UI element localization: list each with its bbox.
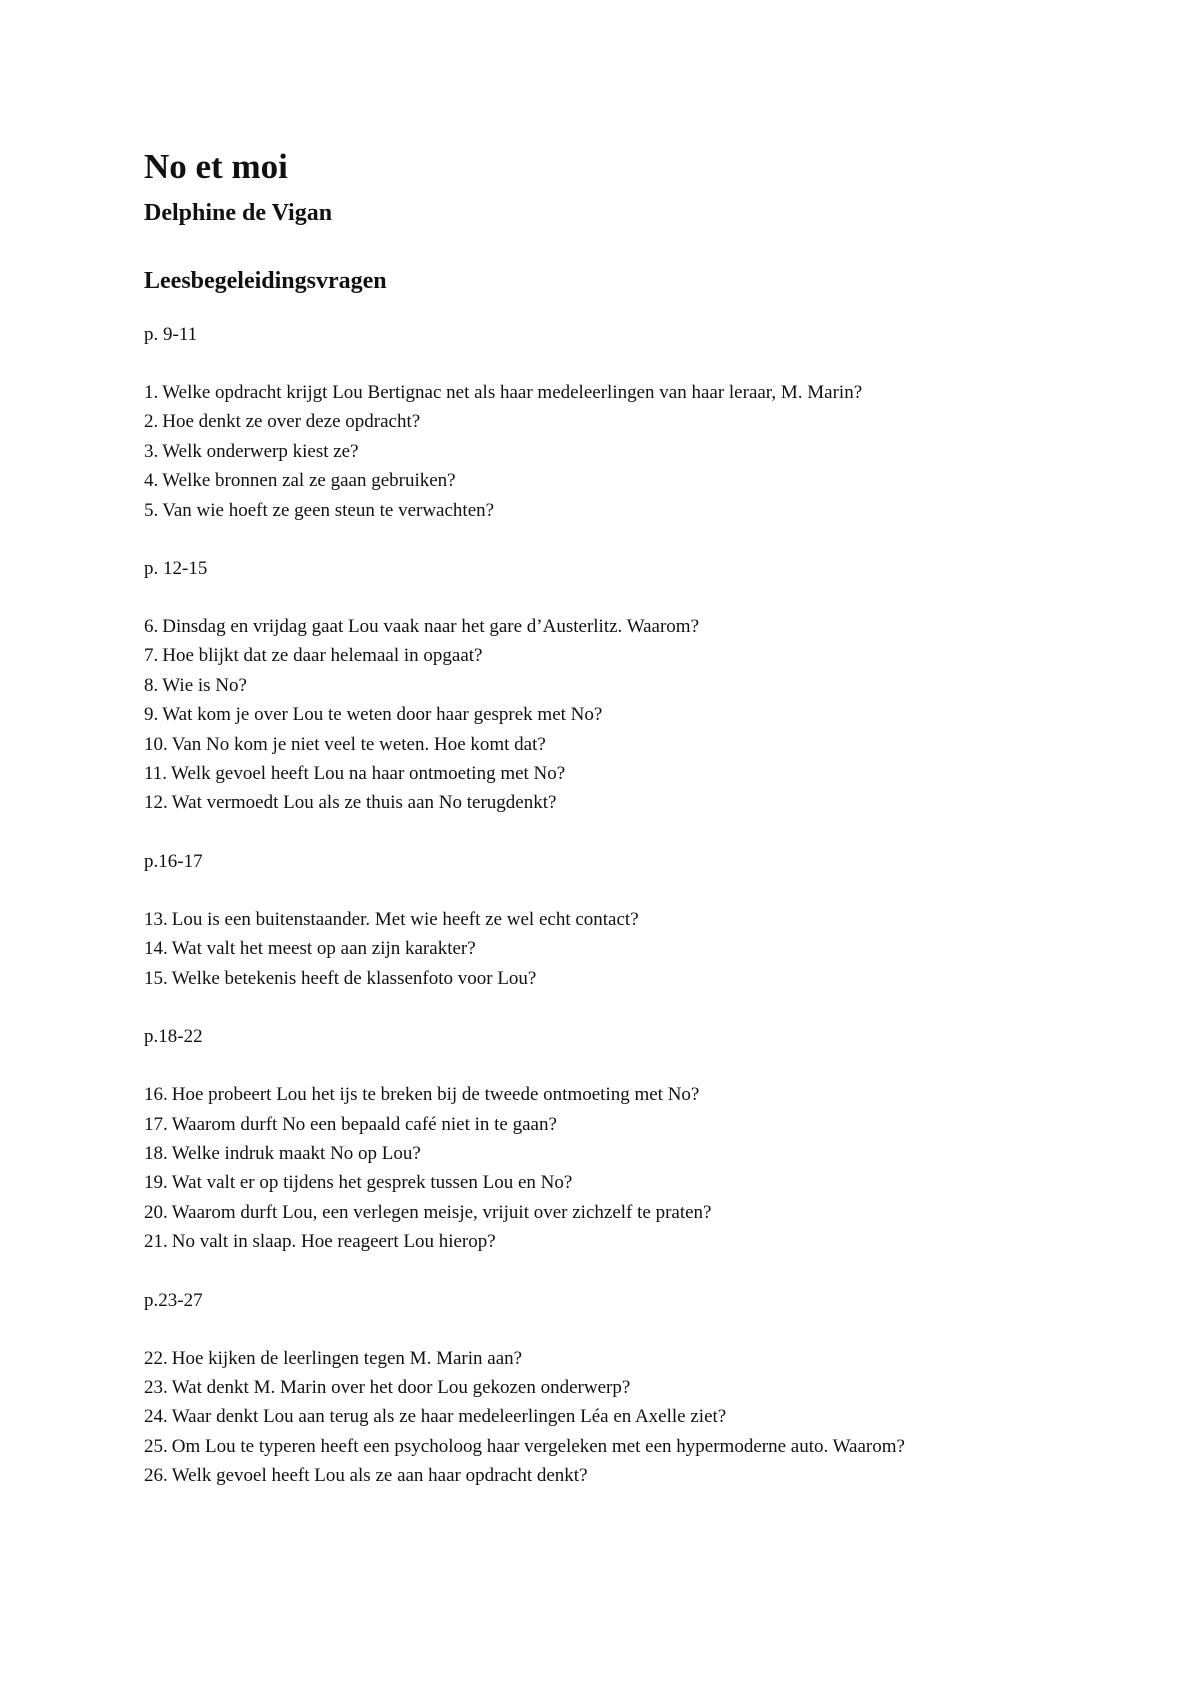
question-item xyxy=(144,671,1144,700)
question-number: 20. xyxy=(144,1201,168,1223)
question-item xyxy=(144,1139,1144,1168)
question-item xyxy=(144,612,1144,641)
question-list xyxy=(144,905,1144,993)
section-page-range: p. 9-11 xyxy=(144,324,198,345)
question-number: 23. xyxy=(144,1376,168,1398)
question-text: Wat kom je over Lou te weten door haar gesprek met No? xyxy=(162,704,603,726)
question-text: Welk gevoel heeft Lou na haar ontmoeting met No? xyxy=(171,763,566,785)
question-text: Wat vermoedt Lou als ze thuis aan No terugdenkt? xyxy=(171,792,557,814)
question-number: 5. xyxy=(144,499,159,521)
question-item xyxy=(144,964,1144,993)
question-text: Welk gevoel heeft Lou als ze aan haar opdracht denkt? xyxy=(171,1465,588,1487)
question-sections xyxy=(144,320,1144,1491)
question-list xyxy=(144,612,1144,818)
question-item xyxy=(144,1432,1144,1461)
question-section xyxy=(144,554,1144,818)
question-item xyxy=(144,1373,1144,1402)
question-text: Waarom durft No een bepaald café niet in te gaan? xyxy=(171,1113,557,1135)
section-page-range: p.23-27 xyxy=(144,1289,203,1311)
question-text: Wat valt er op tijdens het gesprek tussen Lou en No? xyxy=(171,1172,573,1194)
question-number: 22. xyxy=(144,1347,168,1369)
question-number: 3. xyxy=(144,440,159,462)
question-number: 11. xyxy=(144,763,168,785)
question-item xyxy=(144,905,1144,934)
question-item xyxy=(144,730,1144,759)
document-subtitle: Leesbegeleidingsvragen xyxy=(144,268,387,294)
question-text: Hoe blijkt dat ze daar helemaal in opgaat? xyxy=(162,645,483,667)
question-section xyxy=(144,320,1144,525)
question-number: 9. xyxy=(144,704,159,726)
section-page-range: p. 12-15 xyxy=(144,558,208,580)
question-text: Om Lou te typeren heeft een psycholoog haar vergeleken met een hypermoderne auto. Waarom? xyxy=(171,1435,905,1457)
document-content xyxy=(144,138,1144,1520)
question-text: Welke betekenis heeft de klassenfoto voor Lou? xyxy=(171,967,537,989)
section-page-range: p.16-17 xyxy=(144,850,203,872)
question-section xyxy=(144,1286,1144,1491)
question-item xyxy=(144,378,1144,407)
question-text: Van wie hoeft ze geen steun te verwachten? xyxy=(162,499,495,521)
question-text: Wat denkt M. Marin over het door Lou gekozen onderwerp? xyxy=(171,1376,631,1398)
question-item xyxy=(144,1080,1144,1109)
question-number: 21. xyxy=(144,1231,168,1253)
question-number: 24. xyxy=(144,1406,168,1428)
question-text: Dinsdag en vrijdag gaat Lou vaak naar het gare d’Austerlitz. Waarom? xyxy=(162,616,700,638)
question-number: 17. xyxy=(144,1113,168,1135)
question-item xyxy=(144,700,1144,729)
question-item xyxy=(144,759,1144,788)
question-number: 7. xyxy=(144,645,159,667)
question-text: Wie is No? xyxy=(162,674,247,696)
question-number: 8. xyxy=(144,674,159,696)
question-item xyxy=(144,1198,1144,1227)
question-number: 14. xyxy=(144,938,168,960)
question-item xyxy=(144,496,1144,525)
question-item xyxy=(144,788,1144,817)
question-text: Welke bronnen zal ze gaan gebruiken? xyxy=(162,470,456,492)
question-item xyxy=(144,407,1144,436)
question-text: Lou is een buitenstaander. Met wie heeft ze wel echt contact? xyxy=(171,908,639,930)
question-item xyxy=(144,1227,1144,1256)
question-item xyxy=(144,466,1144,495)
question-text: Welk onderwerp kiest ze? xyxy=(162,440,359,462)
question-item xyxy=(144,437,1144,466)
question-number: 18. xyxy=(144,1142,168,1164)
document-author: Delphine de Vigan xyxy=(144,200,333,226)
question-item xyxy=(144,1461,1144,1490)
question-text: Hoe probeert Lou het ijs te breken bij de tweede ontmoeting met No? xyxy=(171,1084,700,1106)
question-number: 6. xyxy=(144,616,159,638)
question-number: 10. xyxy=(144,733,168,755)
question-text: Hoe kijken de leerlingen tegen M. Marin aan? xyxy=(171,1347,523,1369)
question-item xyxy=(144,1344,1144,1373)
question-item xyxy=(144,934,1144,963)
question-number: 13. xyxy=(144,908,168,930)
question-list xyxy=(144,378,1144,525)
question-text: No valt in slaap. Hoe reageert Lou hierop? xyxy=(171,1231,496,1253)
question-number: 12. xyxy=(144,792,168,814)
section-page-range: p.18-22 xyxy=(144,1026,203,1048)
question-number: 16. xyxy=(144,1084,168,1106)
question-text: Hoe denkt ze over deze opdracht? xyxy=(162,411,421,433)
question-text: Van No kom je niet veel te weten. Hoe komt dat? xyxy=(171,733,546,755)
question-text: Welke indruk maakt No op Lou? xyxy=(171,1142,421,1164)
question-number: 15. xyxy=(144,967,168,989)
question-number: 4. xyxy=(144,470,159,492)
question-number: 19. xyxy=(144,1172,168,1194)
question-text: Welke opdracht krijgt Lou Bertignac net als haar medeleerlingen van haar leraar, M. Marin? xyxy=(162,382,863,403)
question-number: 26. xyxy=(144,1465,168,1487)
document-title: No et moi xyxy=(144,147,288,186)
question-number: 1. xyxy=(144,382,159,403)
question-text: Waar denkt Lou aan terug als ze haar medeleerlingen Léa en Axelle ziet? xyxy=(171,1406,727,1428)
question-list xyxy=(144,1344,1144,1491)
question-number: 25. xyxy=(144,1435,168,1457)
question-item xyxy=(144,1110,1144,1139)
question-text: Wat valt het meest op aan zijn karakter? xyxy=(171,938,476,960)
question-item xyxy=(144,1168,1144,1197)
question-number: 2. xyxy=(144,411,159,433)
question-section xyxy=(144,1022,1144,1256)
question-item xyxy=(144,1402,1144,1431)
question-text: Waarom durft Lou, een verlegen meisje, vrijuit over zichzelf te praten? xyxy=(171,1201,712,1223)
question-list xyxy=(144,1080,1144,1256)
question-section xyxy=(144,847,1144,993)
question-item xyxy=(144,641,1144,670)
